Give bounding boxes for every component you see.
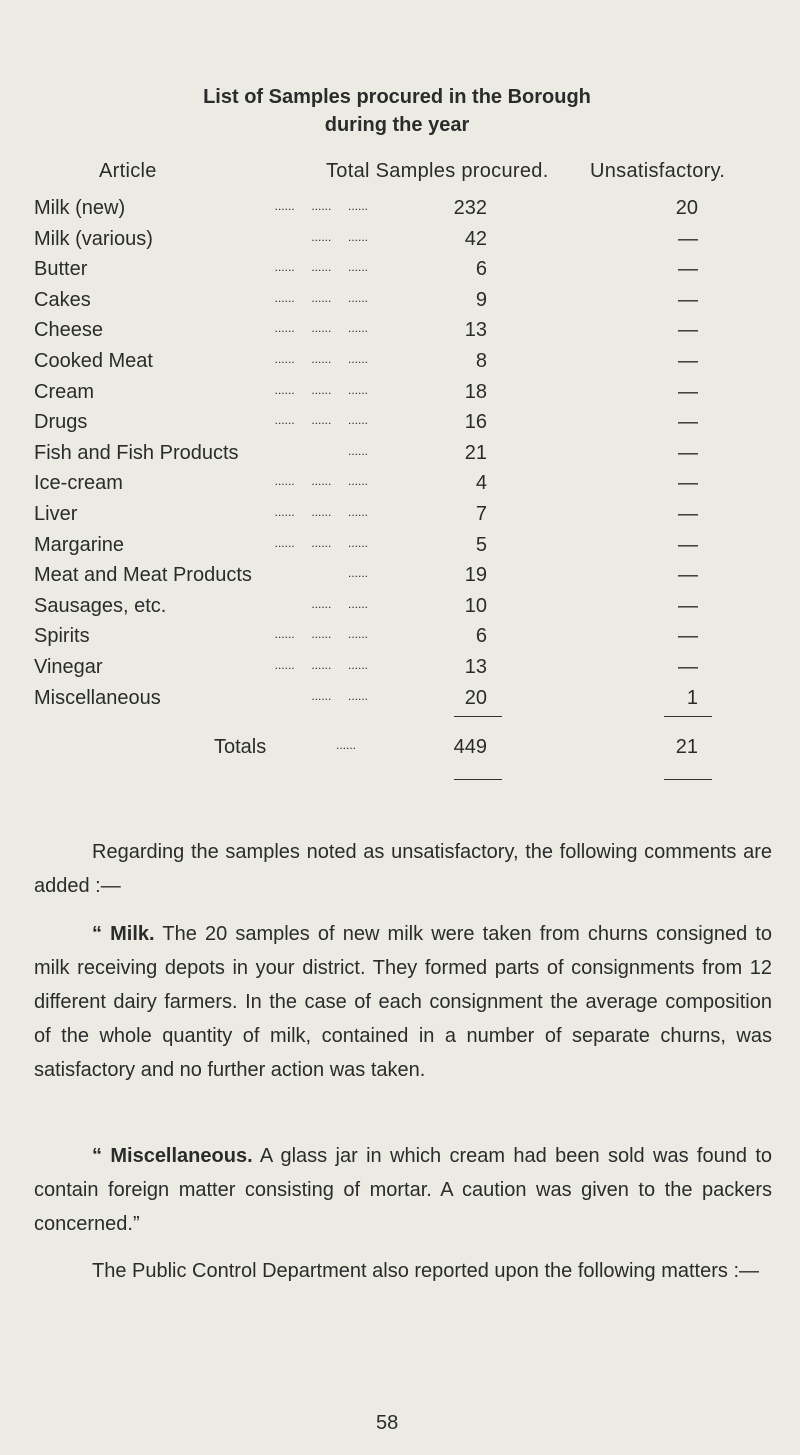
header-total-samples: Total Samples procured. [326,160,549,182]
miscellaneous-text: A glass jar in which cream had been sold was found to contain foreign matter consisting of mortar. A caution was given to the packers concerned.” [34,1145,772,1235]
leader-dots: ...... [347,566,368,580]
unsatisfactory-cell: 20 [675,197,698,219]
unsatisfactory-cell: 1 [686,687,698,709]
article-cell: Milk (new) [34,197,126,219]
milk-lead: “ Milk. [92,923,155,945]
article-cell: Liver [34,503,78,525]
article-cell: Cream [34,381,95,403]
unsatisfactory-rule-top [664,716,712,717]
table-row [0,564,800,594]
total-cell: 42 [464,228,487,250]
article-cell: Fish and Fish Products [34,442,239,464]
table-row [0,503,800,533]
leader-dots: ...... ...... [311,689,368,703]
leader-dots: ...... ...... ...... [274,383,368,397]
table-row [0,258,800,288]
table-row [0,411,800,441]
intro-paragraph: Regarding the samples noted as unsatisfactory, the following comments are added :— [34,841,772,897]
table-row [0,472,800,502]
total-cell: 18 [464,381,487,403]
total-cell: 20 [464,687,487,709]
leader-dots: ...... ...... [311,230,368,244]
table-row [0,534,800,564]
total-cell: 21 [464,442,487,464]
milk-text: The 20 samples of new milk were taken from churns consigned to milk receiving depots in your district. They formed parts of consignments from 12 different dairy farmers. In the case of each consignment the average composition of the whole quantity of milk, contained in a number of separate churns, was satisfactory and no further action was taken. [34,923,772,1081]
leader-dots: ...... ...... ...... [274,627,368,641]
leader-dots: ...... [347,444,368,458]
total-cell: 13 [464,656,487,678]
leader-dots: ...... ...... ...... [274,474,368,488]
article-cell: Meat and Meat Products [34,564,252,586]
unsatisfactory-cell: — [678,228,698,250]
unsatisfactory-cell: — [678,289,698,311]
leader-dots: ...... ...... ...... [274,658,368,672]
total-cell: 4 [475,472,487,494]
unsatisfactory-cell: — [678,534,698,556]
total-rule-bottom [454,779,502,780]
header-article: Article [99,160,157,182]
table-row [0,687,800,717]
table-row [0,289,800,319]
unsatisfactory-cell: — [678,472,698,494]
leader-dots: ...... ...... [311,597,368,611]
total-cell: 19 [464,564,487,586]
total-cell: 7 [475,503,487,525]
unsatisfactory-cell: — [678,442,698,464]
table-row [0,381,800,411]
totals-label: Totals [214,736,267,758]
leader-dots: ...... ...... ...... [274,352,368,366]
unsatisfactory-cell: — [678,564,698,586]
public-control-paragraph: The Public Control Department also reported upon the following matters :— [92,1260,760,1282]
unsatisfactory-cell: — [678,319,698,341]
miscellaneous-paragraph [34,1139,772,1241]
total-cell: 16 [464,411,487,433]
article-cell: Spirits [34,625,90,647]
table-row [0,350,800,380]
header-unsatisfactory: Unsatisfactory. [590,160,726,182]
leader-dots: ...... ...... ...... [274,413,368,427]
article-cell: Butter [34,258,88,280]
unsatisfactory-cell: — [678,656,698,678]
table-row [0,656,800,686]
article-cell: Margarine [34,534,125,556]
total-cell: 10 [464,595,487,617]
unsatisfactory-cell: — [678,595,698,617]
total-rule-top [454,716,502,717]
article-cell: Drugs [34,411,88,433]
article-cell: Cheese [34,319,103,341]
leader-dots: ...... ...... ...... [274,291,368,305]
article-cell: Ice-cream [34,472,123,494]
unsatisfactory-cell: — [678,258,698,280]
article-cell: Cooked Meat [34,350,153,372]
table-row [0,442,800,472]
article-cell: Vinegar [34,656,103,678]
milk-paragraph [34,917,772,1087]
unsatisfactory-cell: — [678,350,698,372]
total-cell: 232 [453,197,487,219]
article-cell: Sausages, etc. [34,595,167,617]
article-cell: Cakes [34,289,91,311]
leader-dots: ...... ...... ...... [274,199,368,213]
total-cell: 5 [475,534,487,556]
unsatisfactory-cell: — [678,625,698,647]
leader-dots: ...... ...... ...... [274,536,368,550]
leader-dots: ...... ...... ...... [274,260,368,274]
unsatisfactory-cell: — [678,411,698,433]
total-cell: 6 [475,258,487,280]
table-row [0,625,800,655]
table-row [0,319,800,349]
leader-dots: ...... ...... ...... [274,505,368,519]
page-number: 58 [376,1412,399,1434]
article-cell: Milk (various) [34,228,153,250]
table-row [0,197,800,227]
unsatisfactory-cell: — [678,503,698,525]
total-cell: 6 [475,625,487,647]
table-row [0,228,800,258]
total-cell: 8 [475,350,487,372]
totals-total: 449 [453,736,487,758]
leader-dots: ...... ...... ...... [274,321,368,335]
title-line-2: during the year [324,114,470,136]
miscellaneous-lead: “ Miscellaneous. [92,1145,253,1167]
unsatisfactory-rule-bottom [664,779,712,780]
totals-unsatisfactory: 21 [675,736,698,758]
article-cell: Miscellaneous [34,687,161,709]
table-row [0,595,800,625]
title-line-1: List of Samples procured in the Borough [203,86,591,108]
totals-leader-dots: ...... [336,738,357,752]
total-cell: 13 [464,319,487,341]
total-cell: 9 [475,289,487,311]
unsatisfactory-cell: — [678,381,698,403]
